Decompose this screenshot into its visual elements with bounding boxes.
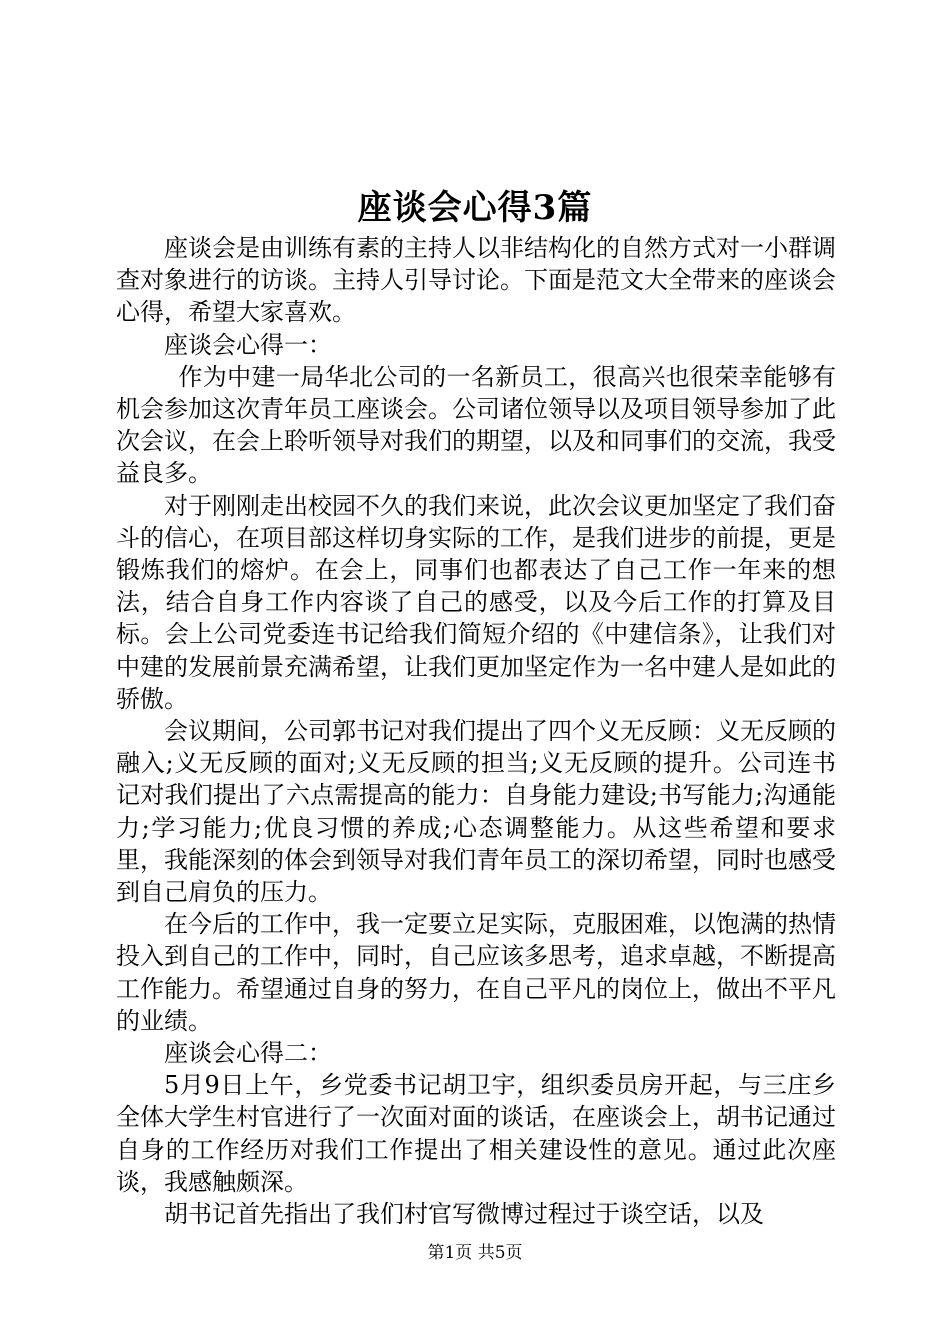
section-heading-2: 座谈会心得二：	[164, 1039, 332, 1068]
document-body	[116, 232, 836, 1230]
paragraph: 对于刚刚走出校园不久的我们来说，此次会议更加坚定了我们奋斗的信心，在项目部这样切身实际的工作，是我们进步的前提，更是锻炼我们的熔炉。在会上，同事们也都表达了自己工作一年来的想法，结合自身工作内容谈了自己的感受，以及今后工作的打算及目标。会上公司党委连书记给我们简短介绍的《中建信条》，让我们对中建的发展前景充满希望，让我们更加坚定作为一名中建人是如此的骄傲。	[116, 491, 836, 713]
paragraph: 5月9日上午，乡党委书记胡卫宇，组织委员房开起，与三庄乡全体大学生村官进行了一次面对面的谈话，在座谈会上，胡书记通过自身的工作经历对我们工作提出了相关建设性的意见。通过此次座谈，我感触颇深。	[116, 1071, 836, 1196]
paragraph: 作为中建一局华北公司的一名新员工，很高兴也很荣幸能够有机会参加这次青年员工座谈会。公司诸位领导以及项目领导参加了此次会议，在会上聆听领导对我们的期望，以及和同事们的交流，我受益良多。	[116, 362, 836, 488]
section-heading-1: 座谈会心得一：	[164, 330, 332, 359]
intro-paragraph: 座谈会是由训练有素的主持人以非结构化的自然方式对一小群调查对象进行的访谈。主持人引导讨论。下面是范文大全带来的座谈会心得，希望大家喜欢。	[116, 234, 836, 327]
paragraph: 在今后的工作中，我一定要立足实际，克服困难，以饱满的热情投入到自己的工作中，同时，自己应该多思考，追求卓越，不断提高工作能力。希望通过自身的努力，在自己平凡的岗位上，做出不平凡的业绩。	[116, 910, 836, 1035]
page-number-footer: 第1页 共5页	[427, 1243, 523, 1263]
paragraph: 会议期间，公司郭书记对我们提出了四个义无反顾：义无反顾的融入;义无反顾的面对;义无反顾的担当;义无反顾的提升。公司连书记对我们提出了六点需提高的能力：自身能力建设;书写能力;沟通能力;学习能力;优良习惯的养成;心态调整能力。从这些希望和要求里，我能深刻的体会到领导对我们青年员工的深切希望，同时也感受到自己肩负的压力。	[116, 717, 836, 907]
document-title: 座谈会心得3篇	[357, 188, 593, 228]
paragraph: 胡书记首先指出了我们村官写微博过程过于谈空话，以及	[164, 1200, 764, 1229]
